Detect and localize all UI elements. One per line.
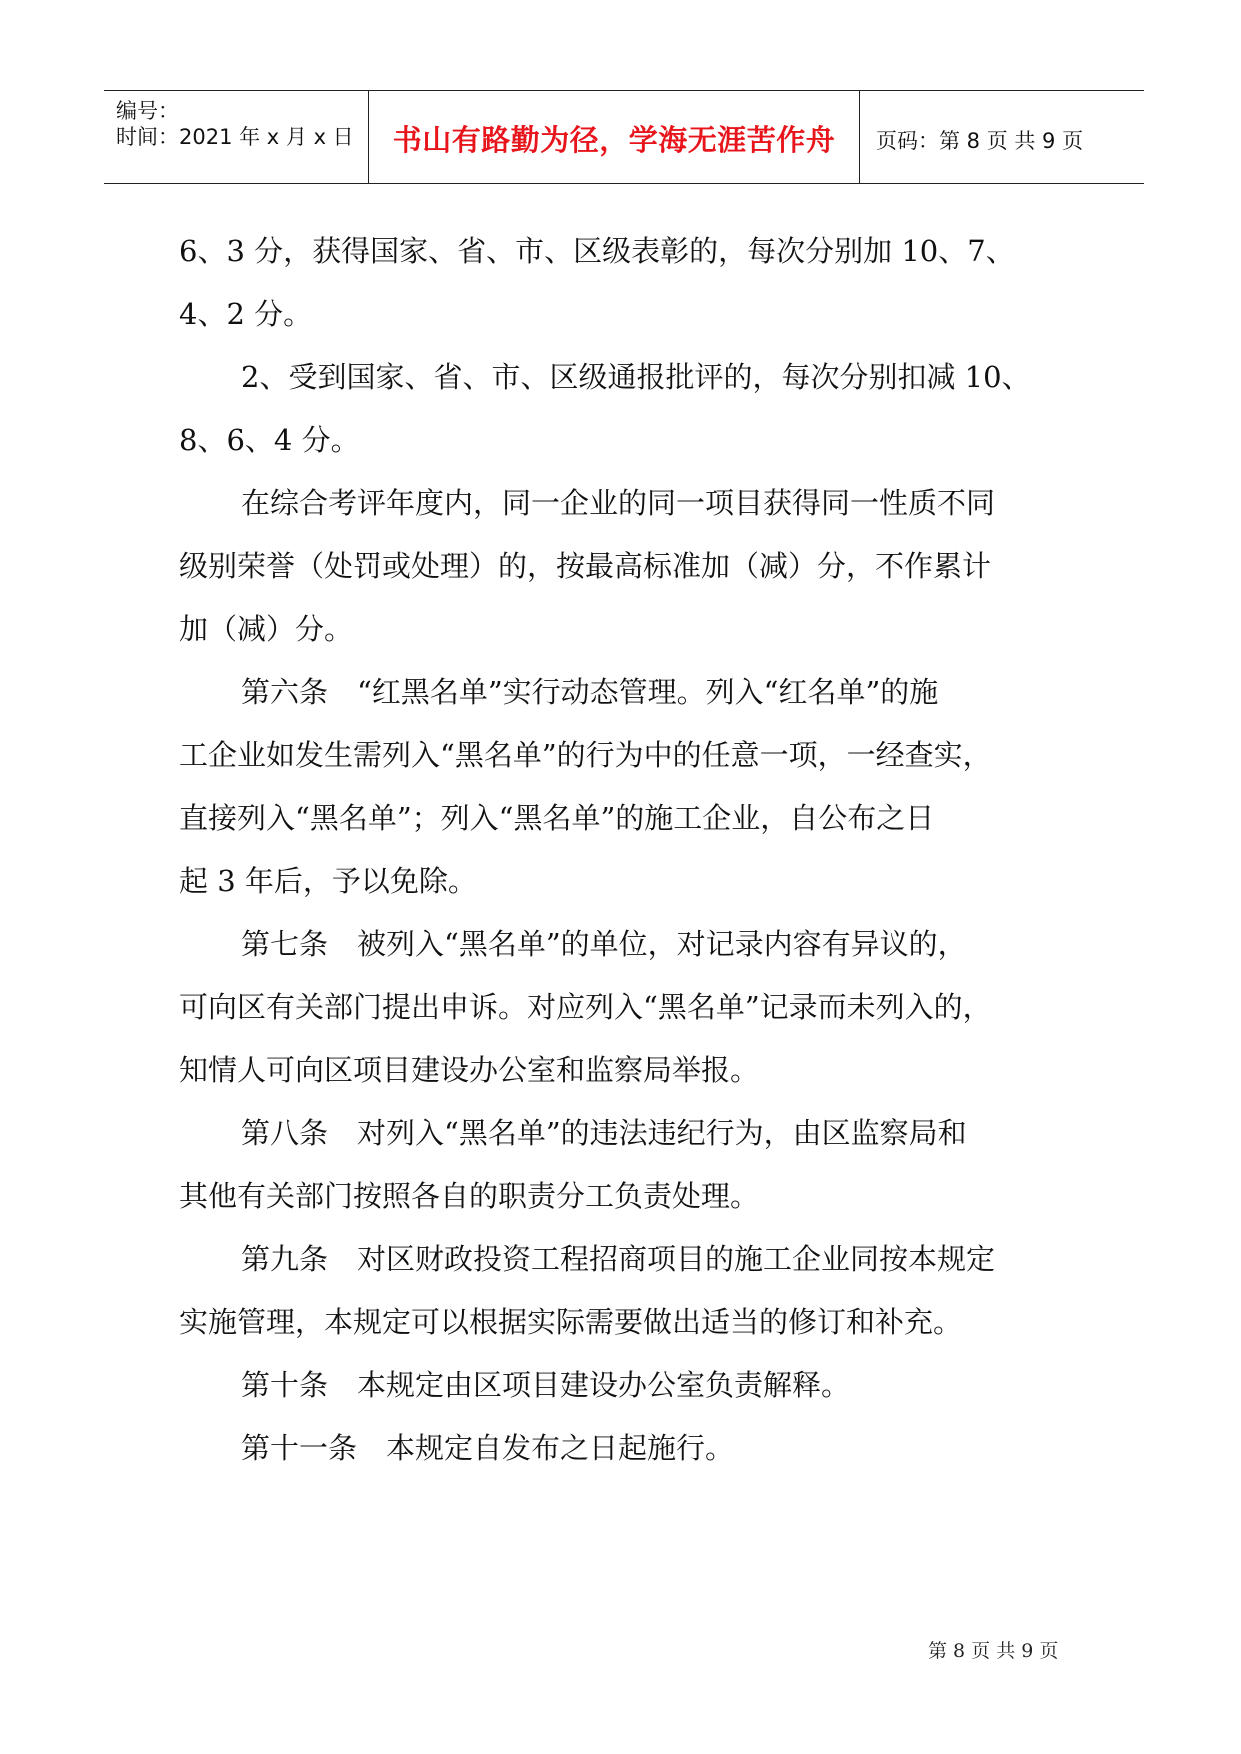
text-line: 加（减）分。 [179,612,354,646]
document-body [179,220,1099,1480]
text-line: 第六条 “红黑名单”实行动态管理。列入“红名单”的施 [241,675,939,709]
text-line: 实施管理，本规定可以根据实际需要做出适当的修订和补充。 [179,1305,963,1339]
header-page-info: 页码：第 8 页 共 9 页 [876,129,1084,153]
header-meta-cell [104,91,369,183]
text-line: 6、3 分，获得国家、省、市、区级表彰的，每次分别加 10、7、 [179,234,1015,268]
text-line: 工企业如发生需列入“黑名单”的行为中的任意一项，一经查实， [179,738,992,772]
page-header [104,90,1144,184]
text-line: 起 3 年后，予以免除。 [179,864,477,898]
text-line: 第十一条 本规定自发布之日起施行。 [241,1431,735,1465]
header-motto-cell [369,91,860,183]
text-line: 其他有关部门按照各自的职责分工负责处理。 [179,1179,760,1213]
text-line: 第十条 本规定由区项目建设办公室负责解释。 [241,1368,851,1402]
header-motto: 书山有路勤为径，学海无涯苦作舟 [392,123,836,157]
text-line: 4、2 分。 [179,297,313,331]
text-line: 2、受到国家、省、市、区级通报批评的，每次分别扣减 10、 [241,360,1031,394]
header-page-cell [860,91,1144,183]
text-line: 在综合考评年度内，同一企业的同一项目获得同一性质不同 [241,486,996,520]
text-line: 第九条 对区财政投资工程招商项目的施工企业同按本规定 [241,1242,996,1276]
page-footer-number: 第 8 页 共 9 页 [928,1640,1059,1662]
text-line: 8、6、4 分。 [179,423,360,457]
text-line: 第七条 被列入“黑名单”的单位，对记录内容有异议的， [241,927,967,961]
text-line: 知情人可向区项目建设办公室和监察局举报。 [179,1053,760,1087]
text-line: 可向区有关部门提出申诉。对应列入“黑名单”记录而未列入的， [179,990,992,1024]
text-line: 级别荣誉（处罚或处理）的，按最高标准加（减）分，不作累计 [179,549,992,583]
document-time-label: 时间：2021 年 x 月 x 日 [116,125,354,149]
text-line: 直接列入“黑名单”；列入“黑名单”的施工企业，自公布之日 [179,801,935,835]
text-line: 第八条 对列入“黑名单”的违法违纪行为，由区监察局和 [241,1116,967,1150]
document-number-label: 编号： [116,99,179,123]
